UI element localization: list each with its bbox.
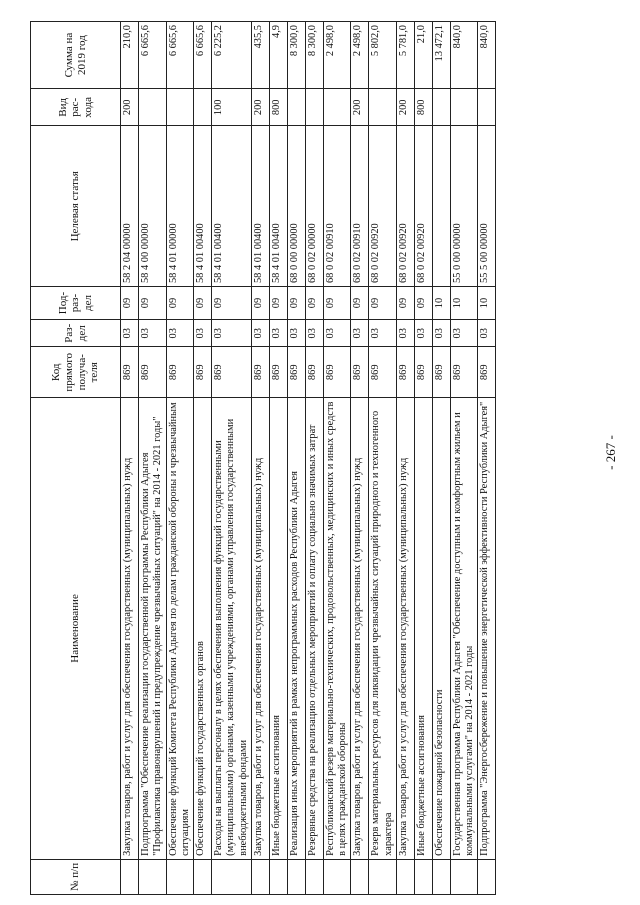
cell-target: 58 4 01 00400 xyxy=(251,126,269,287)
cell-section: 03 xyxy=(396,320,414,347)
cell-name: Закупка товаров, работ и услуг для обеспечения государственных (муниципальных) нужд xyxy=(396,398,414,860)
cell-name: Резерв материальных ресурсов для ликвидации чрезвычайных ситуаций природного и техногенного характера xyxy=(369,398,397,860)
cell-sum: 21,0 xyxy=(414,22,432,89)
cell-sum: 840,0 xyxy=(478,22,496,89)
cell-section: 03 xyxy=(251,320,269,347)
cell-subsection: 09 xyxy=(287,287,305,320)
cell-code: 869 xyxy=(323,347,351,398)
cell-sum: 6 665,6 xyxy=(139,22,167,89)
cell-name: Государственная программа Республики Адыгея "Обеспечение доступным и комфортным жильем и коммунальными услугами" на 2014 - 2021 годы xyxy=(450,398,478,860)
cell-code: 869 xyxy=(212,347,252,398)
cell-code: 869 xyxy=(287,347,305,398)
cell-code: 869 xyxy=(121,347,139,398)
cell-num xyxy=(432,859,450,894)
cell-target: 58 2 04 00000 xyxy=(121,126,139,287)
cell-sum: 8 300,0 xyxy=(287,22,305,89)
cell-name: Обеспечение функций государственных органов xyxy=(194,398,212,860)
page-number: - 267 - xyxy=(603,435,618,470)
cell-num xyxy=(212,859,252,894)
table-row xyxy=(432,22,450,895)
cell-num xyxy=(351,859,369,894)
cell-num xyxy=(287,859,305,894)
cell-exp-type: 200 xyxy=(121,89,139,126)
cell-target: 58 4 00 00000 xyxy=(139,126,167,287)
cell-subsection: 09 xyxy=(414,287,432,320)
cell-sum: 6 665,6 xyxy=(194,22,212,89)
cell-code: 869 xyxy=(305,347,323,398)
cell-name: Иные бюджетные ассигнования xyxy=(269,398,287,860)
cell-section: 03 xyxy=(166,320,194,347)
cell-name: Резервные средства на реализацию отдельных мероприятий и оплату социально значимых затрат xyxy=(305,398,323,860)
cell-subsection: 09 xyxy=(396,287,414,320)
cell-num xyxy=(139,859,167,894)
cell-exp-type: 100 xyxy=(212,89,252,126)
cell-code: 869 xyxy=(369,347,397,398)
cell-exp-type xyxy=(194,89,212,126)
cell-subsection: 09 xyxy=(369,287,397,320)
cell-target: 58 4 01 00400 xyxy=(212,126,252,287)
cell-section: 03 xyxy=(414,320,432,347)
cell-sum: 2 498,0 xyxy=(351,22,369,89)
cell-name: Закупка товаров, работ и услуг для обеспечения государственных (муниципальных) нужд xyxy=(351,398,369,860)
table-row xyxy=(194,22,212,895)
cell-exp-type: 200 xyxy=(351,89,369,126)
cell-sum: 840,0 xyxy=(450,22,478,89)
cell-target: 58 4 01 00400 xyxy=(194,126,212,287)
cell-num xyxy=(478,859,496,894)
header-exp-type: Вид рас-хода xyxy=(31,89,121,126)
cell-exp-type xyxy=(305,89,323,126)
cell-code: 869 xyxy=(414,347,432,398)
header-target: Целевая статья xyxy=(31,126,121,287)
cell-section: 03 xyxy=(432,320,450,347)
cell-subsection: 09 xyxy=(305,287,323,320)
cell-section: 03 xyxy=(478,320,496,347)
cell-subsection: 09 xyxy=(212,287,252,320)
table-row xyxy=(287,22,305,895)
cell-section: 03 xyxy=(212,320,252,347)
cell-section: 03 xyxy=(287,320,305,347)
table-header-row xyxy=(31,22,121,895)
table-row xyxy=(251,22,269,895)
cell-name: Обеспечение пожарной безопасности xyxy=(432,398,450,860)
table-row xyxy=(414,22,432,895)
table-row xyxy=(166,22,194,895)
cell-code: 869 xyxy=(251,347,269,398)
cell-section: 03 xyxy=(121,320,139,347)
cell-subsection: 10 xyxy=(432,287,450,320)
cell-name: Республиканский резерв материально-технических, продовольственных, медицинских и иных средств в целях гражданской обороны xyxy=(323,398,351,860)
table-row xyxy=(269,22,287,895)
cell-num xyxy=(269,859,287,894)
cell-num xyxy=(251,859,269,894)
cell-subsection: 09 xyxy=(139,287,167,320)
cell-code: 869 xyxy=(351,347,369,398)
cell-target xyxy=(432,126,450,287)
cell-name: Подпрограмма "Обеспечение реализации государственной программы Республики Адыгея "Профилактика правонарушений и предупреждение чрезвычайных ситуаций" на 2014 - 2021 годы" xyxy=(139,398,167,860)
cell-target: 55 5 00 00000 xyxy=(478,126,496,287)
cell-num xyxy=(194,859,212,894)
header-num: № п/п xyxy=(31,859,121,894)
cell-sum: 435,5 xyxy=(251,22,269,89)
cell-code: 869 xyxy=(450,347,478,398)
cell-name: Обеспечение функций Комитета Республики Адыгея по делам гражданской обороны и чрезвычайным ситуациям xyxy=(166,398,194,860)
cell-exp-type xyxy=(139,89,167,126)
cell-section: 03 xyxy=(450,320,478,347)
cell-subsection: 10 xyxy=(478,287,496,320)
cell-code: 869 xyxy=(432,347,450,398)
cell-subsection: 10 xyxy=(450,287,478,320)
header-section: Раз-дел xyxy=(31,320,121,347)
cell-num xyxy=(396,859,414,894)
cell-target: 68 0 02 00910 xyxy=(323,126,351,287)
table-row xyxy=(323,22,351,895)
cell-name: Закупка товаров, работ и услуг для обеспечения государственных (муниципальных) нужд xyxy=(251,398,269,860)
cell-section: 03 xyxy=(369,320,397,347)
header-subsection: Под-раз-дел xyxy=(31,287,121,320)
cell-exp-type xyxy=(166,89,194,126)
table-row xyxy=(478,22,496,895)
cell-sum: 4,9 xyxy=(269,22,287,89)
cell-subsection: 09 xyxy=(194,287,212,320)
cell-sum: 2 498,0 xyxy=(323,22,351,89)
cell-subsection: 09 xyxy=(166,287,194,320)
cell-exp-type xyxy=(450,89,478,126)
cell-code: 869 xyxy=(396,347,414,398)
cell-target: 68 0 02 00920 xyxy=(396,126,414,287)
cell-name: Закупка товаров, работ и услуг для обеспечения государственных (муниципальных) нужд xyxy=(121,398,139,860)
cell-num xyxy=(166,859,194,894)
cell-sum: 210,0 xyxy=(121,22,139,89)
header-code: Код прямого получа-теля xyxy=(31,347,121,398)
table-row xyxy=(121,22,139,895)
cell-target: 55 0 00 00000 xyxy=(450,126,478,287)
cell-name: Иные бюджетные ассигнования xyxy=(414,398,432,860)
cell-exp-type xyxy=(432,89,450,126)
cell-section: 03 xyxy=(305,320,323,347)
cell-exp-type xyxy=(323,89,351,126)
cell-subsection: 09 xyxy=(269,287,287,320)
cell-exp-type xyxy=(478,89,496,126)
cell-sum: 8 300,0 xyxy=(305,22,323,89)
cell-target: 58 4 01 00000 xyxy=(166,126,194,287)
cell-target: 68 0 02 00000 xyxy=(305,126,323,287)
cell-exp-type xyxy=(369,89,397,126)
cell-target: 68 0 02 00910 xyxy=(351,126,369,287)
cell-subsection: 09 xyxy=(121,287,139,320)
cell-target: 68 0 02 00920 xyxy=(414,126,432,287)
cell-section: 03 xyxy=(323,320,351,347)
cell-subsection: 09 xyxy=(351,287,369,320)
table-row xyxy=(351,22,369,895)
cell-subsection: 09 xyxy=(323,287,351,320)
cell-code: 869 xyxy=(194,347,212,398)
cell-num xyxy=(323,859,351,894)
table-row xyxy=(396,22,414,895)
cell-target: 68 0 02 00920 xyxy=(369,126,397,287)
cell-num xyxy=(121,859,139,894)
cell-num xyxy=(414,859,432,894)
cell-code: 869 xyxy=(166,347,194,398)
cell-exp-type: 200 xyxy=(396,89,414,126)
cell-name: Реализация иных мероприятий в рамках непрограммных расходов Республики Адыгея xyxy=(287,398,305,860)
header-name: Наименование xyxy=(31,398,121,860)
table-row xyxy=(369,22,397,895)
table-row xyxy=(450,22,478,895)
cell-section: 03 xyxy=(194,320,212,347)
cell-name: Расходы на выплаты персоналу в целях обеспечения выполнения функций государственными (муниципальными) органами, казенными учреждениями, органами управления государственными внебюджетными фондами xyxy=(212,398,252,860)
cell-sum: 6 665,6 xyxy=(166,22,194,89)
cell-code: 869 xyxy=(478,347,496,398)
cell-exp-type: 800 xyxy=(414,89,432,126)
cell-sum: 5 802,0 xyxy=(369,22,397,89)
cell-section: 03 xyxy=(351,320,369,347)
table-row xyxy=(212,22,252,895)
cell-exp-type: 200 xyxy=(251,89,269,126)
cell-target: 58 4 01 00400 xyxy=(269,126,287,287)
cell-sum: 13 472,1 xyxy=(432,22,450,89)
table-row xyxy=(139,22,167,895)
table-row xyxy=(305,22,323,895)
cell-section: 03 xyxy=(139,320,167,347)
cell-code: 869 xyxy=(139,347,167,398)
cell-sum: 6 225,2 xyxy=(212,22,252,89)
cell-exp-type: 800 xyxy=(269,89,287,126)
cell-subsection: 09 xyxy=(251,287,269,320)
cell-name: Подпрограмма "Энергосбережение и повышение энергетической эффективности Республики Адыгея" xyxy=(478,398,496,860)
cell-num xyxy=(369,859,397,894)
cell-code: 869 xyxy=(269,347,287,398)
cell-exp-type xyxy=(287,89,305,126)
cell-num xyxy=(305,859,323,894)
cell-section: 03 xyxy=(269,320,287,347)
header-sum: Сумма на 2019 год xyxy=(31,22,121,89)
budget-table xyxy=(30,21,496,895)
cell-target: 68 0 00 00000 xyxy=(287,126,305,287)
cell-num xyxy=(450,859,478,894)
cell-sum: 5 781,0 xyxy=(396,22,414,89)
